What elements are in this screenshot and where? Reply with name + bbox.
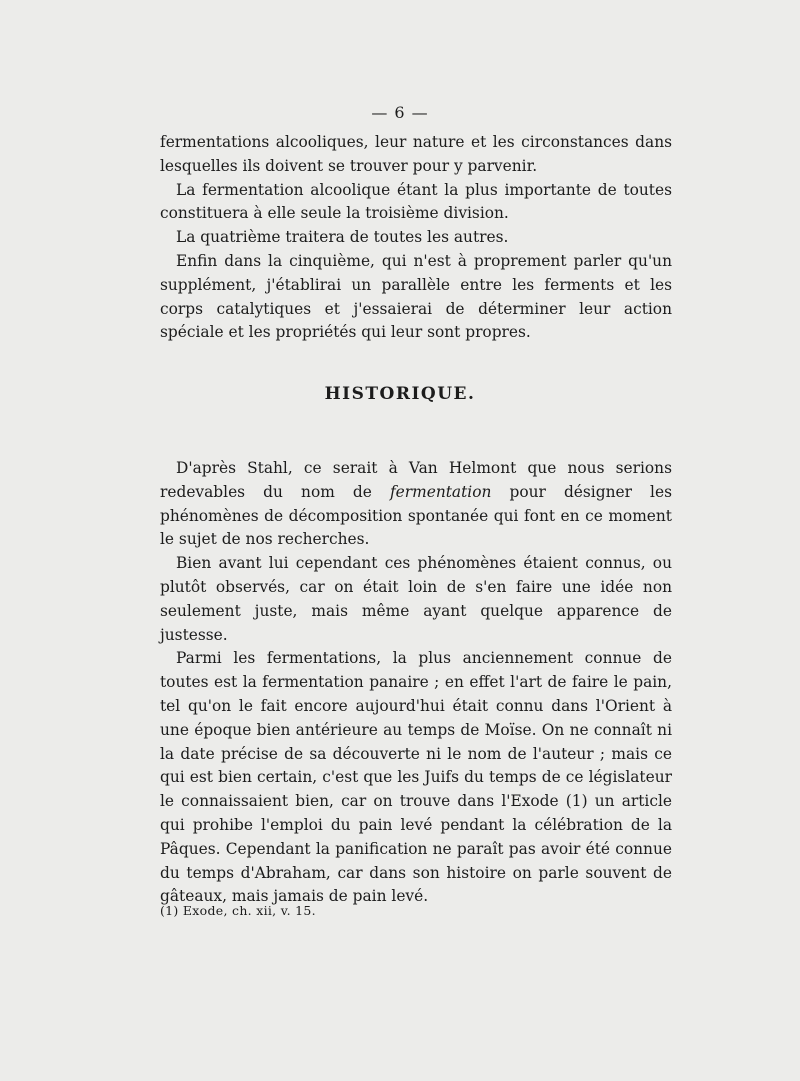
intro-text bbox=[160, 131, 672, 345]
paragraph-1-end: pour désigner les phénomènes de décomposition spontanée qui font en ce moment le sujet de nos recherches. bbox=[160, 482, 672, 549]
intro-paragraph-4: Enfin dans la cinquième, qui n'est à proprement parler qu'un supplément, j'établirai un parallèle entre les ferments et les corps catalytiques et j'essaierai de déterminer leur action spéciale et les propriétés qui leur sont propres. bbox=[160, 251, 672, 342]
intro-paragraph-3: La quatrième traitera de toutes les autres. bbox=[176, 228, 509, 247]
intro-paragraph-1: fermentations alcooliques, leur nature et les circonstances dans lesquelles ils doivent se trouver pour y parvenir. bbox=[160, 133, 672, 175]
italic-term: fermentation bbox=[389, 482, 492, 501]
intro-paragraph-2: La fermentation alcoolique étant la plus importante de toutes constituera à elle seule la troisième division. bbox=[160, 180, 672, 223]
historique-paragraph-1 bbox=[160, 457, 672, 552]
footnote: (1) Exode, ch. xii, v. 15. bbox=[160, 903, 316, 918]
page-number: — 6 — bbox=[371, 103, 429, 122]
paragraph-1-start: D'après Stahl, ce serait à Van Helmont que nous serions redevables du nom de bbox=[160, 459, 672, 501]
historique-paragraph-3: Parmi les fermentations, la plus anciennement connue de toutes est la fermentation panaire ; en effet l'art de faire le pain, tel qu'on le fait encore aujourd'hui était connu dans l'Orient à une époque bien antérieure au temps de Moïse. On ne connaît ni la date précise de sa découverte ni le nom de l'auteur ; mais ce qui est bien certain, c'est que les Juifs du temps de ce législateur le connaissaient bien, car on trouve dans l'Exode (1) un article qui prohibe l'emploi du pain levé pendant la célébration de la Pâques. Cependant la panification ne paraît pas avoir été connue du temps d'Abraham, car dans son histoire on parle souvent de gâteaux, mais jamais de pain levé. bbox=[160, 649, 672, 906]
historique-paragraph-2: Bien avant lui cependant ces phénomènes étaient connus, ou plutôt observés, car on était loin de s'en faire une idée non seulement juste, mais même ayant quelque apparence de justesse. bbox=[160, 554, 672, 644]
section-heading: HISTORIQUE. bbox=[324, 384, 476, 404]
historique-text bbox=[160, 457, 672, 909]
